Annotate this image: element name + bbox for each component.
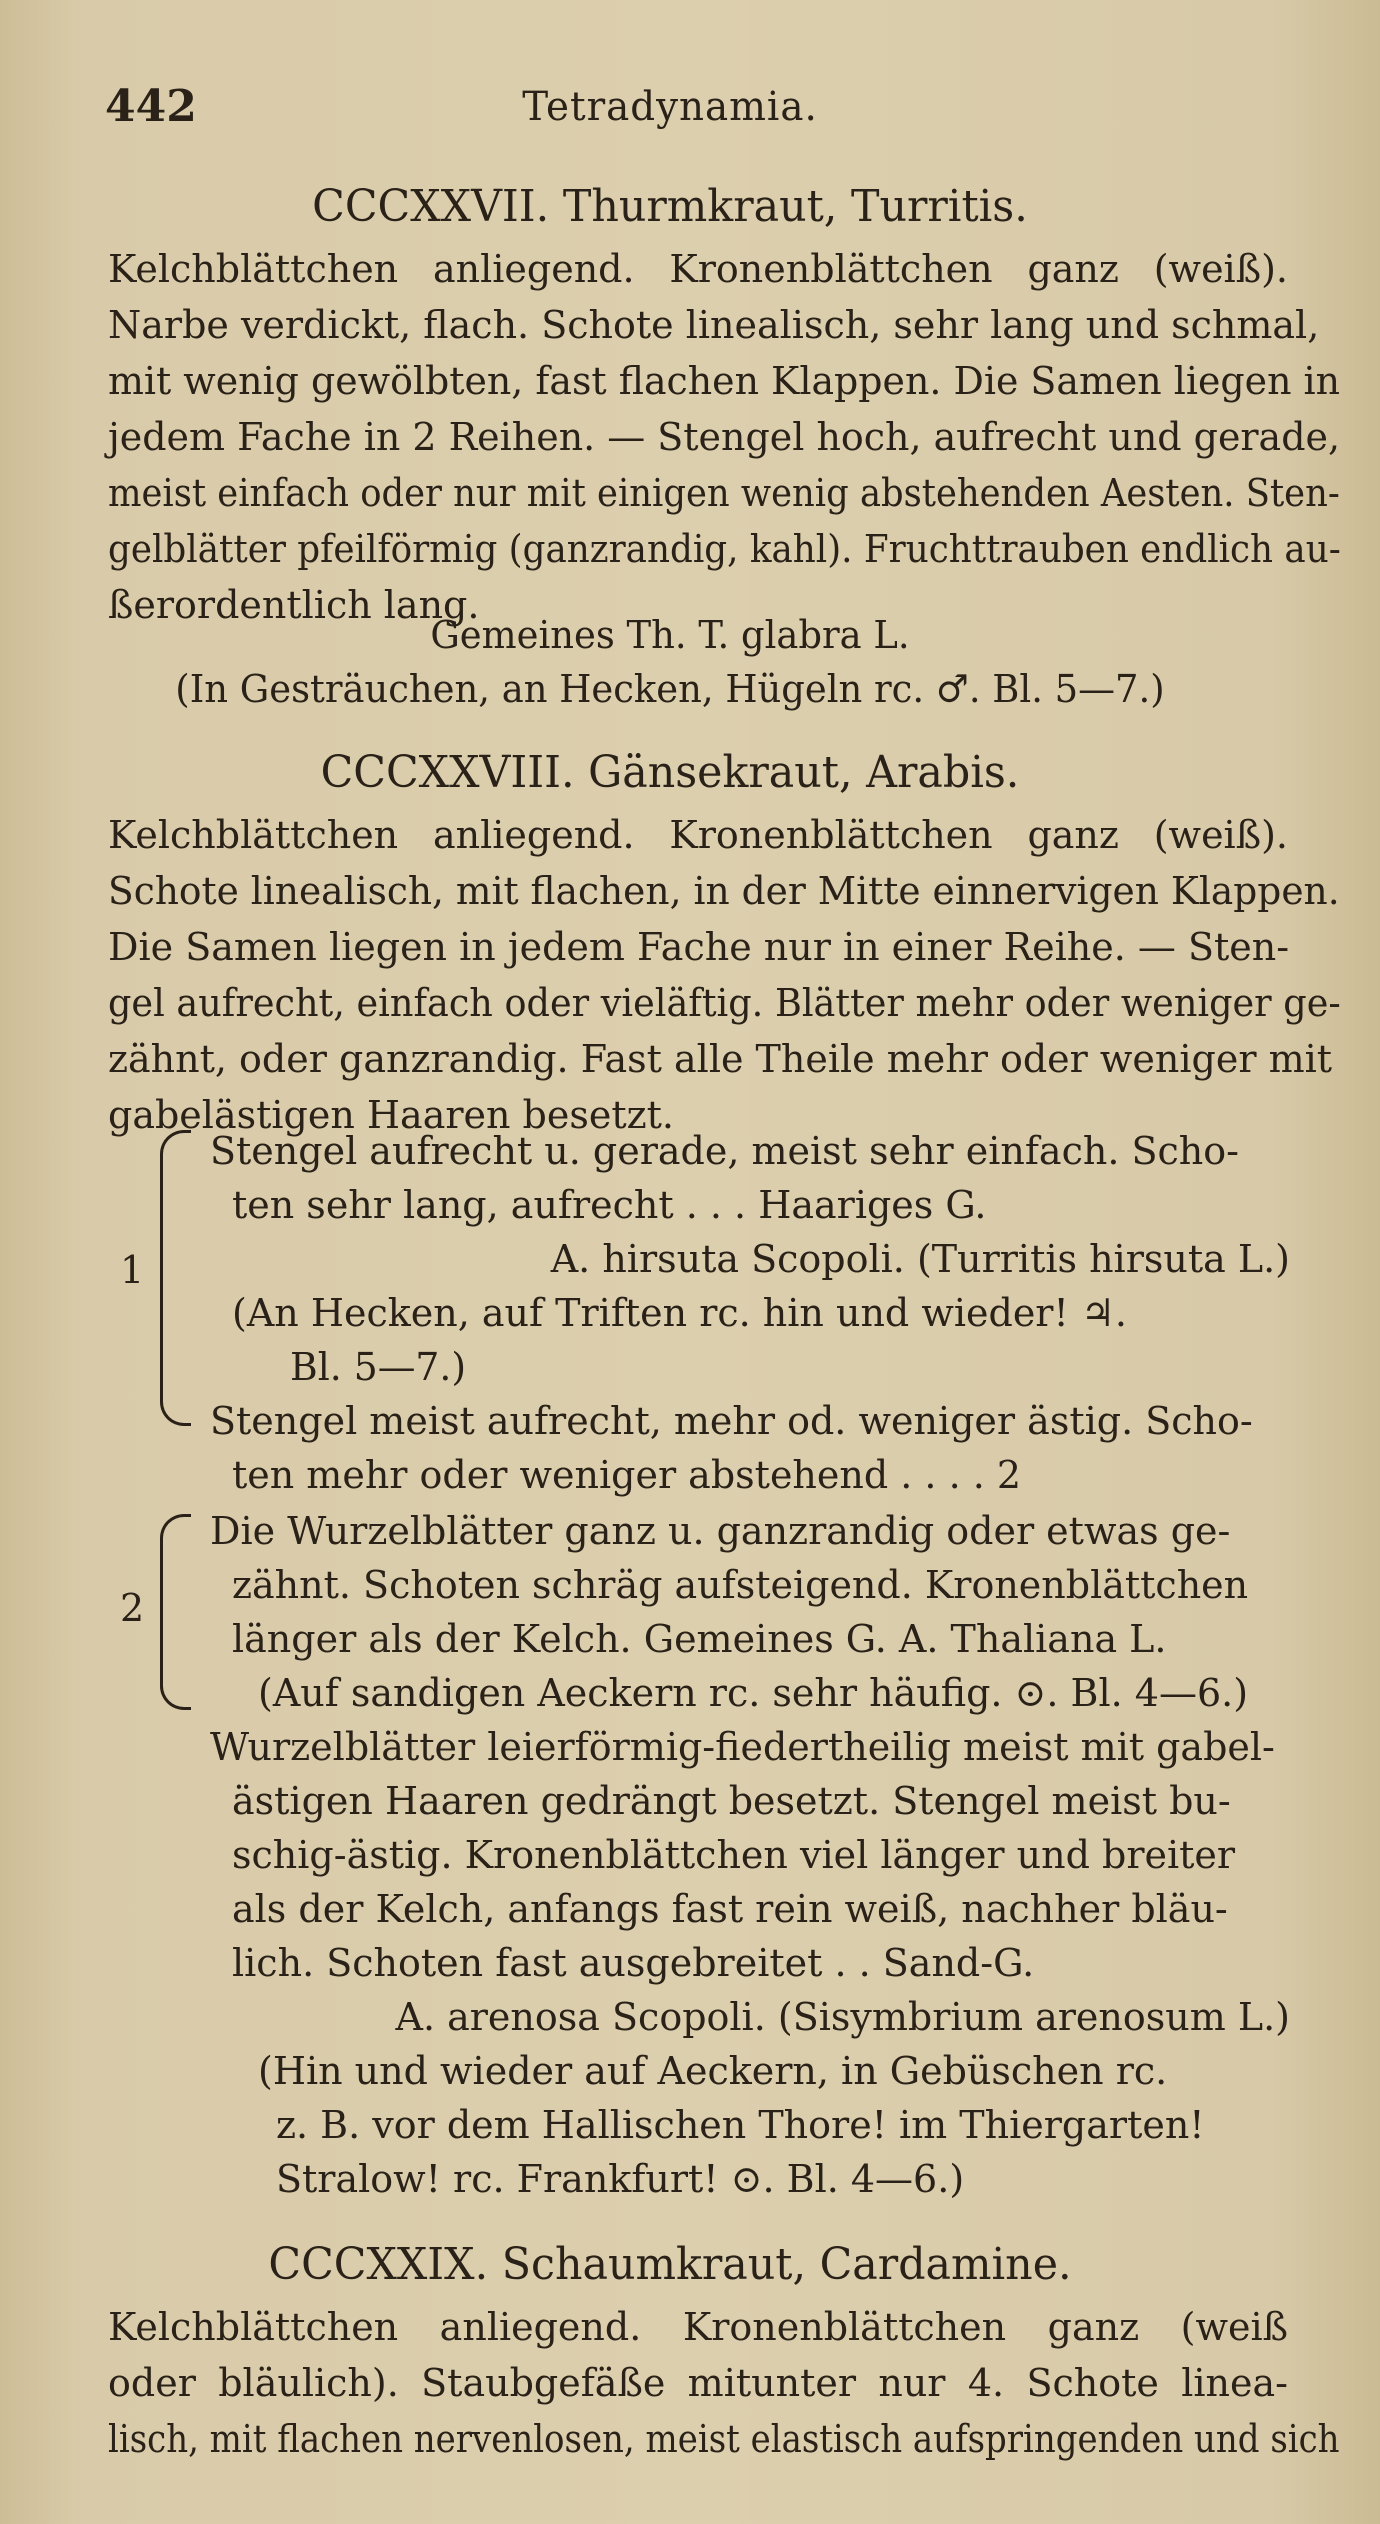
key-number: 2 [120,1586,145,1630]
key-line: z. B. vor dem Hallischen Thore! im Thiergarten! [276,2103,1205,2147]
key-line: Stengel aufrecht u. gerade, meist sehr einfach. Scho- [210,1129,1239,1173]
section-heading-arabis: CCCXXVIII. Gänsekraut, Arabis. [320,747,1020,798]
page-number: 442 [105,81,197,132]
key-line: ten mehr oder weniger abstehend . . . . 2 [232,1453,1022,1497]
text-line: lisch, mit flachen nervenlosen, meist elastisch aufspringenden und sich [108,2417,1340,2461]
key-line: (An Hecken, auf Triften rc. hin und wieder! ♃. [232,1291,1127,1335]
key-line: länger als der Kelch. Gemeines G. A. Thaliana L. [232,1617,1167,1661]
key-line: Wurzelblätter leierförmig-fiedertheilig meist mit gabel- [210,1725,1275,1769]
key-brace [160,1514,191,1710]
habitat-note: (In Gesträuchen, an Hecken, Hügeln rc. ♂. Bl. 5—7.) [175,667,1165,711]
key-line: A. hirsuta Scopoli. (Turritis hirsuta L.) [550,1237,1290,1281]
key-line: schig-ästig. Kronenblättchen viel länger und breiter [232,1833,1236,1877]
key-line: Stralow! rc. Frankfurt! ⊙. Bl. 4—6.) [276,2157,965,2201]
text-line: mit wenig gewölbten, fast flachen Klappen. Die Samen liegen in [108,359,1341,403]
text-line: Kelchblättchen anliegend. Kronenblättchen ganz (weiß). [108,813,1288,857]
key-line: zähnt. Schoten schräg aufsteigend. Kronenblättchen [232,1563,1249,1607]
text-line: gel aufrecht, einfach oder vieläftig. Blätter mehr oder weniger ge- [108,981,1341,1025]
key-line: Stengel meist aufrecht, mehr od. weniger ästig. Scho- [210,1399,1253,1443]
text-line: gelblätter pfeilförmig (ganzrandig, kahl). Fruchttrauben endlich au- [108,527,1341,571]
text-line: Schote linealisch, mit flachen, in der Mitte einnervigen Klappen. [108,869,1340,913]
key-line: A. arenosa Scopoli. (Sisymbrium arenosum L.) [395,1995,1290,2039]
species-name: Gemeines Th. T. glabra L. [430,613,910,657]
text-line: jedem Fache in 2 Reihen. — Stengel hoch, aufrecht und gerade, [108,415,1341,459]
key-brace [160,1130,191,1426]
running-title: Tetradynamia. [522,84,818,130]
key-line: lich. Schoten fast ausgebreitet . . Sand-G. [232,1941,1035,1985]
text-line: ßerordentlich lang. [108,583,480,627]
key-number: 1 [120,1248,145,1292]
key-line: Bl. 5—7.) [290,1345,467,1389]
text-line: gabelästigen Haaren besetzt. [108,1093,674,1137]
text-line: Die Samen liegen in jedem Fache nur in einer Reihe. — Sten- [108,925,1290,969]
text-line: meist einfach oder nur mit einigen wenig abstehenden Aesten. Sten- [108,471,1340,515]
text-line: oder bläulich). Staubgefäße mitunter nur 4. Schote linea- [108,2361,1288,2405]
text-line: Kelchblättchen anliegend. Kronenblättchen ganz (weiß). [108,247,1288,291]
text-line: zähnt, oder ganzrandig. Fast alle Theile mehr oder weniger mit [108,1037,1333,1081]
key-line: Die Wurzelblätter ganz u. ganzrandig oder etwas ge- [210,1509,1231,1553]
key-line: ten sehr lang, aufrecht . . . Haariges G. [232,1183,987,1227]
key-line: ästigen Haaren gedrängt besetzt. Stengel meist bu- [232,1779,1231,1823]
key-line: als der Kelch, anfangs fast rein weiß, nachher bläu- [232,1887,1228,1931]
key-line: (Auf sandigen Aeckern rc. sehr häufig. ⊙. Bl. 4—6.) [258,1671,1249,1715]
text-line: Narbe verdickt, flach. Schote linealisch, sehr lang und schmal, [108,303,1320,347]
section-heading-turritis: CCCXXVII. Thurmkraut, Turritis. [312,181,1028,232]
key-line: (Hin und wieder auf Aeckern, in Gebüschen rc. [258,2049,1168,2093]
text-line: Kelchblättchen anliegend. Kronenblättchen ganz (weiß [108,2305,1288,2349]
section-heading-cardamine: CCCXXIX. Schaumkraut, Cardamine. [268,2239,1072,2290]
